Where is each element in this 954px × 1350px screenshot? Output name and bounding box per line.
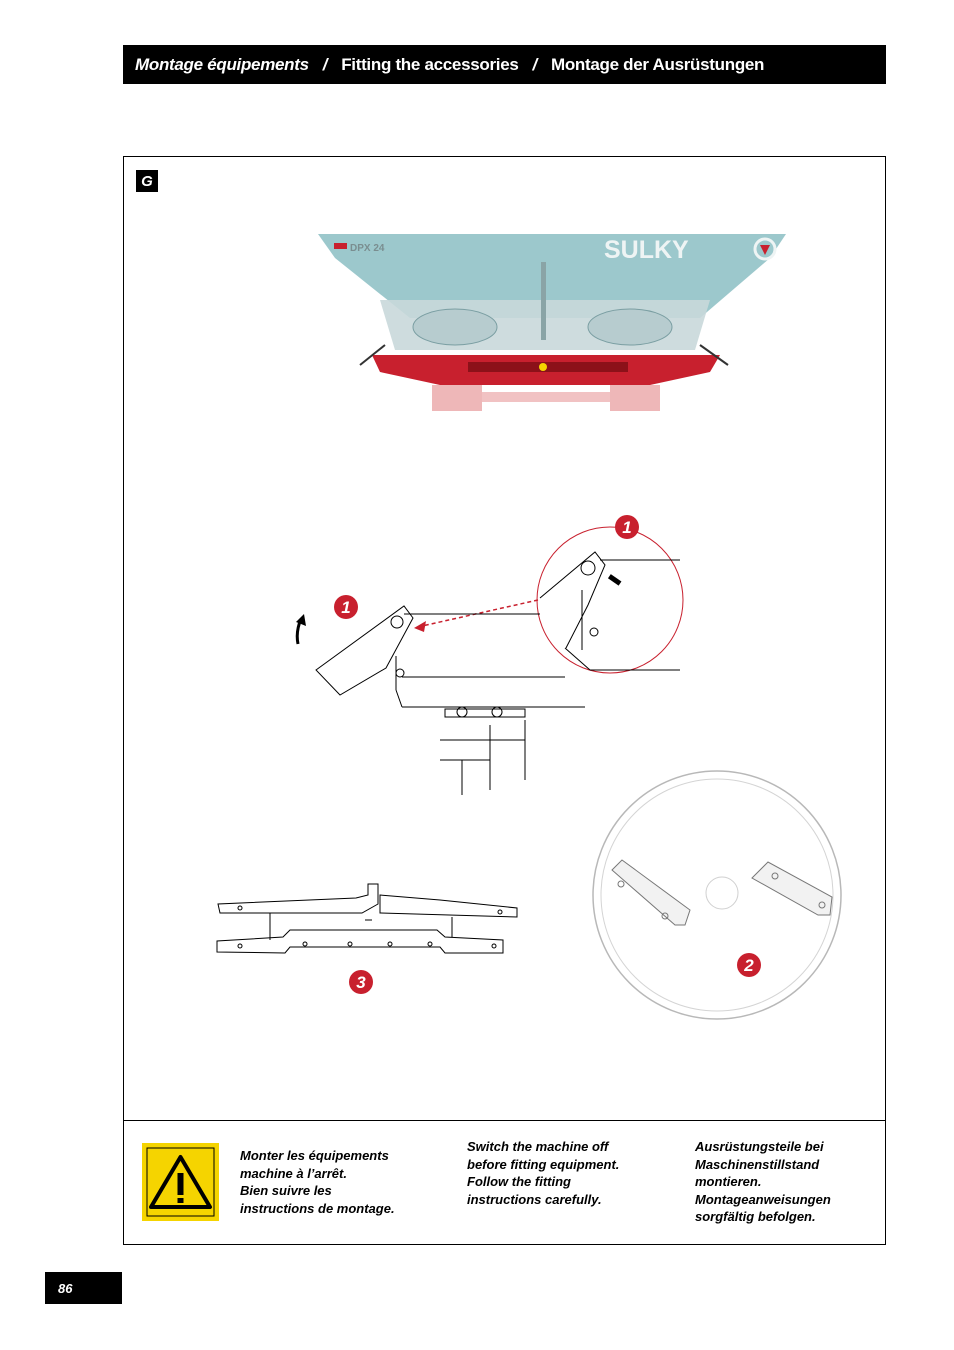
section-label: G xyxy=(136,170,158,192)
spreader-machine xyxy=(318,234,786,411)
brand-label: SULKY xyxy=(604,236,689,264)
warning-text-en: Switch the machine off before fitting equipment. Follow the fitting instructions carefully. xyxy=(467,1139,620,1207)
deflector-drawing xyxy=(316,606,585,795)
callout-2 xyxy=(737,953,761,977)
model-logo-mark xyxy=(334,243,347,249)
pointer-arrowhead xyxy=(414,621,426,632)
callout-3 xyxy=(349,970,373,994)
warning-text-de: Ausrüstungsteile bei Maschinenstillstand montieren. Montageanweisungen sorgfältig befolgen. xyxy=(695,1139,831,1224)
svg-text:3: 3 xyxy=(356,973,366,992)
warning-text-fr: Monter les équipements machine à l’arrêt. Bien suivre les instructions de montage. xyxy=(240,1148,395,1216)
page-number: 86 xyxy=(45,1272,122,1304)
title-de: Montage der Ausrüstungen xyxy=(550,54,765,74)
model-label: DPX 24 xyxy=(350,243,385,254)
svg-text:2: 2 xyxy=(744,956,754,975)
svg-text:1: 1 xyxy=(341,598,351,617)
callout-1-zoom xyxy=(615,515,639,539)
callout-1-large xyxy=(334,595,358,619)
pointer-line xyxy=(422,600,538,626)
title-separator: / xyxy=(322,54,328,74)
title-separator: / xyxy=(532,54,537,74)
warning-icon xyxy=(142,1143,219,1221)
svg-text:1: 1 xyxy=(622,518,632,537)
lift-arrowhead xyxy=(296,614,306,626)
title-en: Fitting the accessories xyxy=(341,54,519,74)
spreading-disc xyxy=(593,771,841,1019)
support-bracket xyxy=(217,884,517,953)
zoom-circle xyxy=(537,527,683,673)
title-fr: Montage équipements xyxy=(135,54,309,74)
